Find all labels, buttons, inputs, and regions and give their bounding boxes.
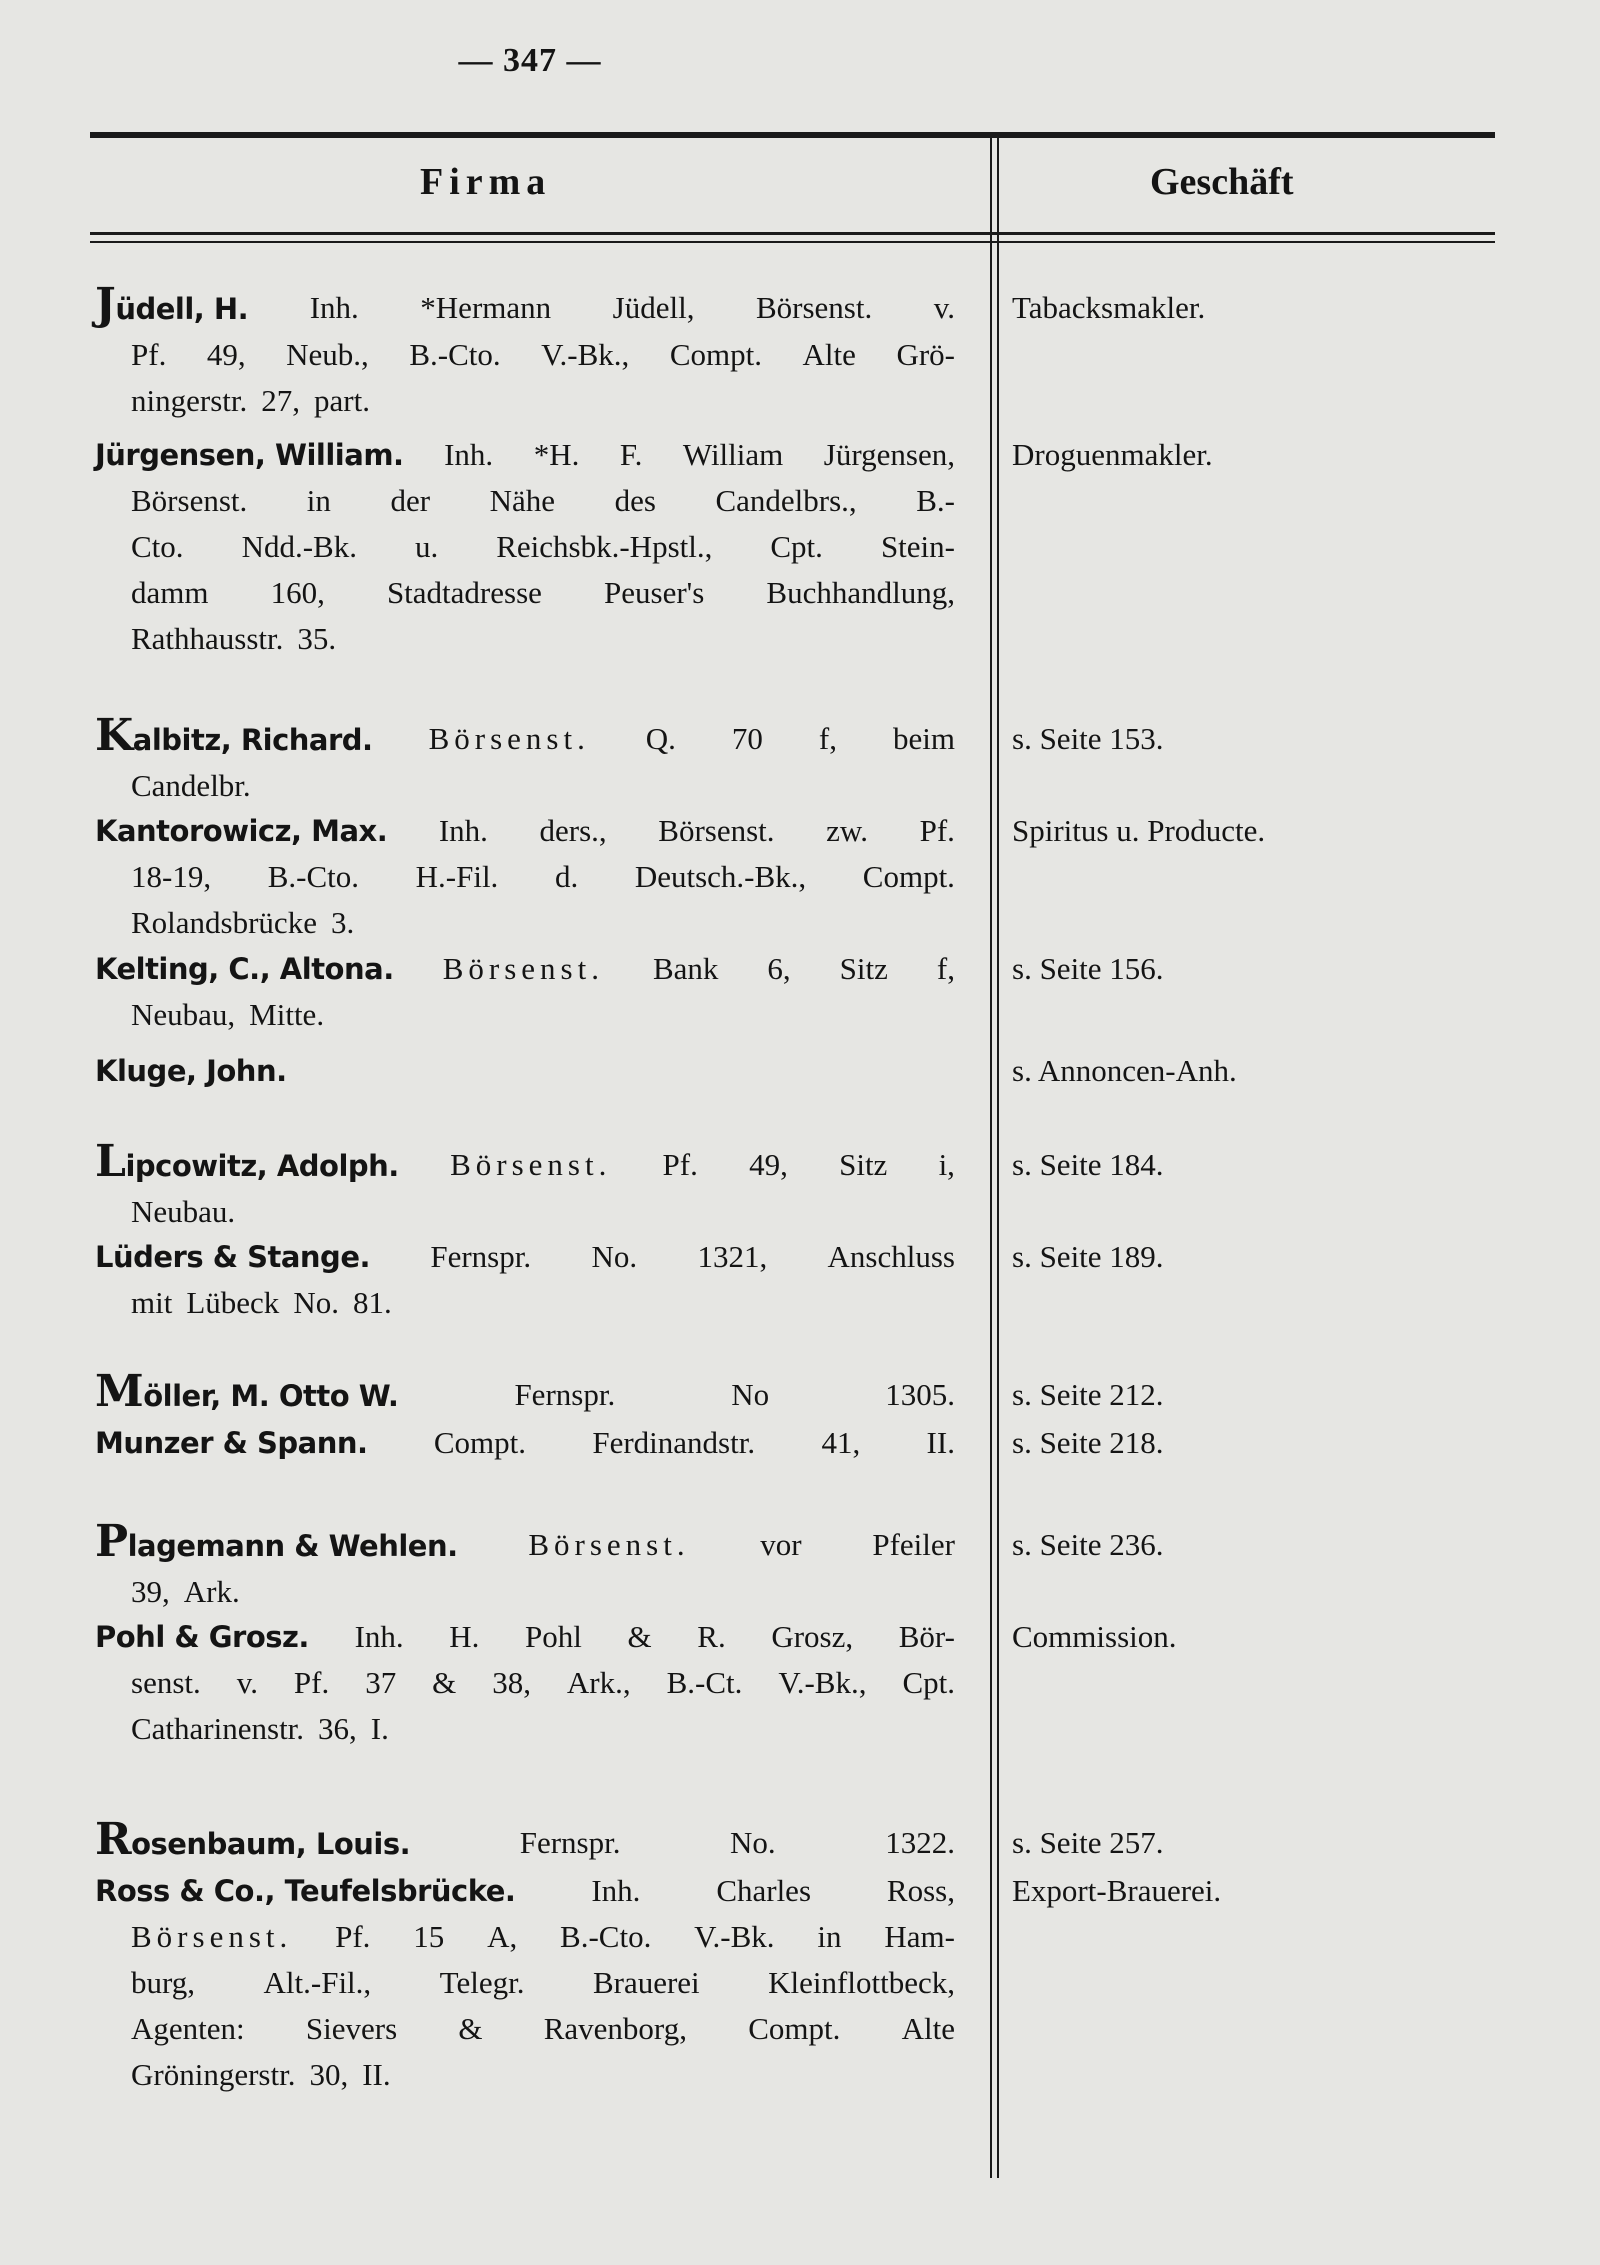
entry-word: 37: [365, 1665, 397, 1700]
entry-word: damm: [131, 575, 209, 610]
entry-word: in: [306, 483, 331, 518]
entry-word: H.: [449, 1619, 480, 1654]
business-type: Commission.: [1012, 1619, 1177, 1654]
entry-word: f,: [936, 951, 955, 986]
entry-word: Pf.: [293, 1665, 330, 1700]
page-number: — 347 —: [458, 42, 602, 79]
entry-word: V.-Bk.: [694, 1919, 775, 1954]
entry-word: Sievers: [305, 2011, 398, 2046]
entry-word: f,: [818, 721, 837, 756]
entry-word: Agenten:: [131, 2011, 245, 2046]
entry-word: William: [682, 437, 784, 472]
entry-word: &: [432, 1665, 457, 1700]
business-type: s. Seite 236.: [1012, 1527, 1164, 1562]
firm-entry: [95, 710, 955, 809]
entry-word: 18-19,: [131, 859, 212, 894]
entry-word: Compt.: [433, 1425, 527, 1460]
entry-word: beim: [892, 721, 955, 756]
entry-word: Sitz: [839, 1147, 888, 1182]
firm-initial: P: [95, 1516, 128, 1567]
firm-first-line: [95, 1420, 955, 1466]
firm-entry: [95, 1868, 955, 2098]
entry-word: 30,: [309, 2057, 349, 2092]
firm-name-text: Pohl & Grosz.: [95, 1620, 309, 1654]
firm-detail-line: [95, 1189, 955, 1235]
entry-word: d.: [554, 859, 579, 894]
entry-word: Anschluss: [827, 1239, 955, 1274]
entry-word: Stadtadresse: [386, 575, 542, 610]
entry-word: Cpt.: [902, 1665, 955, 1700]
entry-word: Pf.: [131, 337, 167, 372]
firm-name: [95, 1420, 368, 1466]
entry-word: Alte: [901, 2011, 955, 2046]
firm-entry: [95, 808, 955, 946]
entry-word: I.: [370, 1711, 389, 1746]
entry-word: 1321,: [697, 1239, 768, 1274]
firm-entry: [95, 1136, 955, 1235]
entry-word: ders.,: [539, 813, 607, 848]
entry-word: in: [817, 1919, 842, 1954]
firm-first-line: [95, 1814, 955, 1867]
firm-detail-line: [95, 763, 955, 809]
firm-entry: [95, 1614, 955, 1752]
entry-word: Ndd.-Bk.: [241, 529, 357, 564]
entry-word: mit: [131, 1285, 173, 1320]
entry-word: Pf.: [662, 1147, 698, 1182]
entry-word: Pf.: [919, 813, 955, 848]
firm-entry: [95, 1366, 955, 1419]
entry-word: 49,: [206, 337, 246, 372]
firm-first-line: [95, 1868, 955, 1914]
entry-word: Börsenst.: [442, 951, 604, 986]
entry-word: vor: [760, 1527, 802, 1562]
entry-word: Cpt.: [770, 529, 823, 564]
entry-word: Lübeck: [186, 1285, 280, 1320]
firm-name: [95, 1234, 370, 1280]
firm-name-text: öller, M. Otto W.: [143, 1379, 399, 1413]
firm-first-line: [95, 1136, 955, 1189]
business-type: s. Seite 257.: [1012, 1825, 1164, 1860]
entry-word: i,: [938, 1147, 955, 1182]
firm-name: [95, 710, 373, 763]
top-rule: [90, 132, 1495, 138]
firm-first-line: [95, 808, 955, 854]
entry-word: Ham-: [884, 1919, 955, 1954]
firm-name-text: Jürgensen, William.: [95, 438, 404, 472]
entry-word: v.: [236, 1665, 258, 1700]
firm-entry: [95, 1420, 955, 1466]
entry-word: Reichsbk.-Hpstl.,: [496, 529, 713, 564]
entry-word: burg,: [131, 1965, 196, 2000]
entry-word: 81.: [352, 1285, 392, 1320]
entry-word: 35.: [297, 621, 337, 656]
firm-detail-line: [95, 992, 955, 1038]
firm-initial: J: [95, 279, 116, 330]
entry-word: 41,: [821, 1425, 861, 1460]
firm-name: [95, 946, 394, 992]
firm-first-line: [95, 1516, 955, 1569]
entry-word: Compt.: [669, 337, 762, 372]
firm-name-text: Ross & Co., Teufelsbrücke.: [95, 1874, 516, 1908]
firm-name: [95, 1868, 515, 1914]
business-type: Spiritus u. Producte.: [1012, 813, 1266, 848]
entry-word: Catharinenstr.: [131, 1711, 305, 1746]
entry-word: senst.: [131, 1665, 201, 1700]
entry-word: R.: [697, 1619, 726, 1654]
entry-word: 1322.: [885, 1825, 955, 1860]
business-type: s. Seite 218.: [1012, 1425, 1164, 1460]
header-rule-thin: [90, 241, 1495, 243]
entry-word: v.: [933, 290, 955, 325]
firm-initial: L: [95, 1136, 126, 1187]
entry-word: Börsenst.: [428, 721, 590, 756]
entry-word: 3.: [330, 905, 355, 940]
firm-name-text: osenbaum, Louis.: [131, 1827, 411, 1861]
entry-word: Neub.,: [286, 337, 369, 372]
firm-name: [95, 279, 249, 332]
entry-word: Fernspr.: [430, 1239, 532, 1274]
entry-word: Cto.: [131, 529, 184, 564]
firm-name: [95, 1516, 458, 1569]
firm-name-text: Kluge, John.: [95, 1054, 287, 1088]
entry-word: Alt.-Fil.,: [263, 1965, 372, 2000]
entry-word: Compt.: [862, 859, 955, 894]
firm-detail-line: [95, 1660, 955, 1706]
entry-word: 160,: [270, 575, 325, 610]
firm-detail-line: [95, 478, 955, 524]
firm-detail-line: [95, 1706, 955, 1752]
entry-word: 39,: [131, 1574, 170, 1609]
entry-word: Sitz: [839, 951, 888, 986]
business-type: s. Seite 156.: [1012, 951, 1164, 986]
entry-word: Bör-: [898, 1619, 955, 1654]
firm-first-line: [95, 1614, 955, 1660]
entry-word: B.-: [916, 483, 955, 518]
firm-detail-line: [95, 524, 955, 570]
entry-word: *Hermann: [420, 290, 552, 325]
firm-first-line: [95, 1234, 955, 1280]
entry-word: 36,: [318, 1711, 357, 1746]
firm-detail-line: [95, 854, 955, 900]
entry-word: B.-Ct.: [666, 1665, 743, 1700]
entry-word: Q.: [645, 721, 676, 756]
entry-word: Jürgensen,: [823, 437, 955, 472]
entry-word: B.-Cto.: [409, 337, 501, 372]
entry-word: Grö-: [896, 337, 955, 372]
entry-word: 27,: [261, 383, 300, 418]
entry-word: Alte: [802, 337, 856, 372]
column-header-firma: Firma: [420, 161, 552, 203]
entry-word: V.-Bk.,: [778, 1665, 867, 1700]
entry-word: Grosz,: [771, 1619, 854, 1654]
entry-word: Inh.: [438, 813, 488, 848]
firm-detail-line: [95, 616, 955, 662]
firm-name: [95, 432, 404, 478]
firm-detail-line: [95, 378, 955, 424]
entry-word: 70: [731, 721, 763, 756]
firm-detail-line: [95, 1914, 955, 1960]
business-type: Tabacksmakler.: [1012, 290, 1206, 325]
firm-name-text: lagemann & Wehlen.: [127, 1529, 458, 1563]
entry-word: Ravenborg,: [543, 2011, 687, 2046]
firm-detail-line: [95, 1569, 955, 1615]
entry-word: Candelbrs.,: [715, 483, 857, 518]
business-type: s. Seite 212.: [1012, 1377, 1164, 1412]
firm-detail-line: [95, 2006, 955, 2052]
firm-name-text: Kantorowicz, Max.: [95, 814, 388, 848]
entry-word: der: [390, 483, 431, 518]
entry-word: Candelbr.: [131, 768, 251, 803]
entry-word: 6,: [767, 951, 791, 986]
entry-word: II.: [926, 1425, 955, 1460]
firm-name: [95, 808, 387, 854]
business-type: Droguenmakler.: [1012, 437, 1213, 472]
entry-word: Rathhausstr.: [131, 621, 284, 656]
entry-word: Rolandsbrücke: [131, 905, 317, 940]
entry-word: F.: [619, 437, 643, 472]
entry-word: Charles: [716, 1873, 812, 1908]
entry-word: No.: [293, 1285, 339, 1320]
entry-word: Börsenst.: [755, 290, 873, 325]
entry-word: Börsenst.: [131, 1919, 293, 1954]
entry-word: No.: [591, 1239, 638, 1274]
column-divider-inner: [997, 138, 999, 2178]
entry-word: V.-Bk.,: [541, 337, 630, 372]
entry-word: Inh.: [591, 1873, 641, 1908]
entry-word: des: [614, 483, 656, 518]
entry-word: Pohl: [525, 1619, 582, 1654]
firm-name: [95, 1366, 399, 1419]
entry-word: 49,: [749, 1147, 788, 1182]
firm-name-text: Lüders & Stange.: [95, 1240, 371, 1274]
entry-word: A,: [487, 1919, 518, 1954]
entry-word: Kleinflottbeck,: [768, 1965, 955, 2000]
entry-word: Inh.: [354, 1619, 404, 1654]
entry-word: zw.: [826, 813, 869, 848]
entry-word: 38,: [492, 1665, 531, 1700]
entry-word: Stein-: [880, 529, 955, 564]
entry-word: Peuser's: [604, 575, 705, 610]
entry-word: No.: [730, 1825, 776, 1860]
business-type: s. Annoncen-Anh.: [1012, 1053, 1237, 1088]
entry-word: 1305.: [885, 1377, 955, 1412]
entry-word: Fernspr.: [519, 1825, 621, 1860]
firm-detail-line: [95, 1280, 955, 1326]
entry-word: Compt.: [748, 2011, 841, 2046]
entry-word: Inh.: [444, 437, 494, 472]
entry-word: H.-Fil.: [415, 859, 499, 894]
firm-first-line: [95, 946, 955, 992]
entry-word: u.: [414, 529, 439, 564]
entry-word: Börsenst.: [528, 1527, 690, 1562]
entry-word: Mitte.: [249, 997, 325, 1032]
entry-word: &: [458, 2011, 483, 2046]
entry-word: Ark.,: [566, 1665, 631, 1700]
entry-word: Börsenst.: [131, 483, 248, 518]
entry-word: Jüdell,: [612, 290, 695, 325]
entry-word: Neubau.: [131, 1194, 236, 1229]
business-type: s. Seite 189.: [1012, 1239, 1164, 1274]
entry-word: *H.: [533, 437, 580, 472]
entry-word: Fernspr.: [514, 1377, 616, 1412]
firm-name: [95, 1814, 411, 1867]
entry-word: II.: [362, 2057, 391, 2092]
firm-first-line: [95, 432, 955, 478]
firm-name-text: albitz, Richard.: [132, 723, 373, 757]
entry-word: Nähe: [489, 483, 556, 518]
firm-detail-line: [95, 900, 955, 946]
entry-word: Deutsch.-Bk.,: [634, 859, 807, 894]
entry-word: Ark.: [183, 1574, 240, 1609]
firm-detail-line: [95, 1960, 955, 2006]
firm-detail-line: [95, 570, 955, 616]
entry-word: Pf.: [335, 1919, 371, 1954]
firm-name: [95, 1614, 309, 1660]
entry-word: Neubau,: [131, 997, 236, 1032]
firm-entry: [95, 1048, 955, 1094]
firm-detail-line: [95, 2052, 955, 2098]
firm-name-text: ipcowitz, Adolph.: [125, 1149, 399, 1183]
firm-initial: R: [95, 1814, 132, 1865]
entry-word: Telegr.: [439, 1965, 525, 2000]
business-type: s. Seite 184.: [1012, 1147, 1164, 1182]
entry-word: Brauerei: [592, 1965, 700, 2000]
firm-initial: M: [95, 1366, 144, 1417]
entry-word: Börsenst.: [450, 1147, 612, 1182]
business-type: Export-Brauerei.: [1012, 1873, 1222, 1908]
entry-word: Pfeiler: [872, 1527, 955, 1562]
firm-entry: [95, 432, 955, 662]
firm-entry: [95, 1814, 955, 1867]
firm-name: [95, 1048, 287, 1094]
column-divider: [990, 138, 992, 2178]
business-type: s. Seite 153.: [1012, 721, 1164, 756]
entry-word: B.-Cto.: [560, 1919, 652, 1954]
entry-word: part.: [314, 383, 370, 418]
entry-word: &: [627, 1619, 652, 1654]
entry-word: Inh.: [309, 290, 359, 325]
firm-entry: [95, 1516, 955, 1615]
firm-first-line: [95, 1048, 955, 1094]
entry-word: ningerstr.: [131, 383, 248, 418]
entry-word: Ferdinandstr.: [592, 1425, 756, 1460]
firm-first-line: [95, 1366, 955, 1419]
entry-word: No: [731, 1377, 770, 1412]
firm-first-line: [95, 710, 955, 763]
firm-name-text: üdell, H.: [115, 292, 249, 326]
entry-word: Börsenst.: [658, 813, 775, 848]
column-header-geschaeft: Geschäft: [1150, 161, 1294, 203]
entry-word: Buchhandlung,: [766, 575, 955, 610]
entry-word: Gröningerstr.: [131, 2057, 296, 2092]
header-rule: [90, 232, 1495, 235]
firm-name-text: Munzer & Spann.: [95, 1426, 368, 1460]
entry-word: B.-Cto.: [267, 859, 359, 894]
entry-word: Ross,: [886, 1873, 955, 1908]
firm-name: [95, 1136, 399, 1189]
entry-word: Bank: [652, 951, 719, 986]
firm-entry: [95, 946, 955, 1038]
firm-entry: [95, 279, 955, 424]
firm-detail-line: [95, 332, 955, 378]
firm-initial: K: [95, 710, 133, 761]
firm-entry: [95, 1234, 955, 1326]
firm-first-line: [95, 279, 955, 332]
firm-name-text: Kelting, C., Altona.: [95, 952, 394, 986]
entry-word: 15: [413, 1919, 445, 1954]
